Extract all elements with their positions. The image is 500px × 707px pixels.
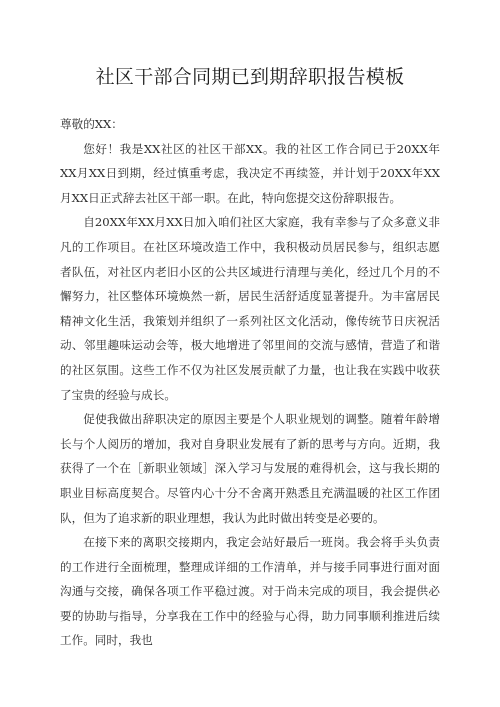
document-title: 社区干部合同期已到期辞职报告模板 <box>95 66 405 88</box>
paragraph-1: 您好！我是XX社区的社区干部XX。我的社区工作合同已于20XX年XX月XX日到期，经过慎重考虑，我决定不再续签，并计划于20XX年XX月XX日正式辞去社区干部一职。在此，特向您提交这份辞职报告。 <box>60 141 440 205</box>
salutation: 尊敬的XX： <box>60 117 123 131</box>
document-body <box>60 112 440 653</box>
paragraph-3: 促使我做出辞职决定的原因主要是个人职业规划的调整。随着年龄增长与个人阅历的增加，我对自身职业发展有了新的思考与方向。近期，我获得了一个在［新职业领域］深入学习与发展的难得机会，这与我长期的职业目标高度契合。尽管内心十分不舍离开熟悉且充满温暖的社区工作团队，但为了追求新的职业理想，我认为此时做出转变是必要的。 <box>60 412 440 525</box>
paragraph-4: 在接下来的离职交接期内，我定会站好最后一班岗。我会将手头负责的工作进行全面梳理，整理成详细的工作清单，并与接手同事进行面对面沟通与交接，确保各项工作平稳过渡。对于尚未完成的项目，我会提供必要的协助与指导，分享我在工作中的经验与心得，助力同事顺利推进后续工作。同时，我也 <box>60 535 440 648</box>
paragraph-2: 自20XX年XX月XX日加入咱们社区大家庭，我有幸参与了众多意义非凡的工作项目。在社区环境改造工作中，我积极动员居民参与，组织志愿者队伍，对社区内老旧小区的公共区域进行清理与美化，经过几个月的不懈努力，社区整体环境焕然一新，居民生活舒适度显著提升。为丰富居民精神文化生活，我策划并组织了一系列社区文化活动，像传统节日庆祝活动、邻里趣味运动会等，极大地增进了邻里间的交流与感情，营造了和谐的社区氛围。这些工作不仅为社区发展贡献了力量，也让我在实践中收获了宝贵的经验与成长。 <box>60 215 440 402</box>
